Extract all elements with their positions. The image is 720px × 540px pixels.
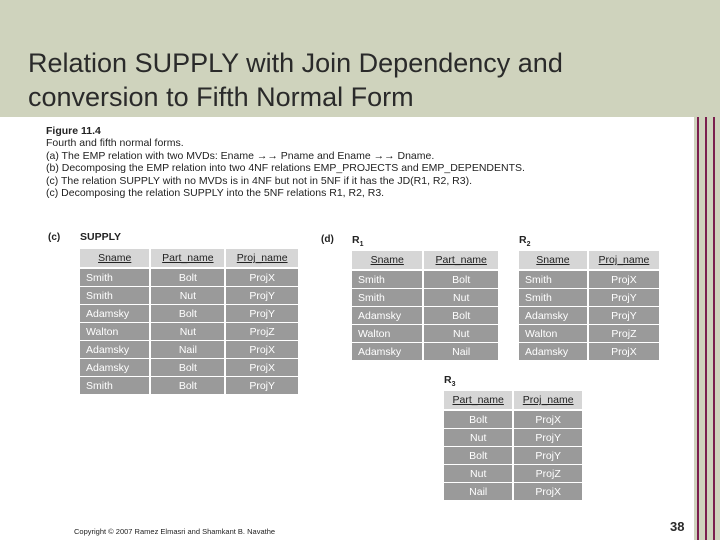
table-cell: ProjX (588, 343, 659, 361)
table-cell: ProjX (225, 268, 298, 287)
table-header-row (444, 391, 582, 410)
table-cell: Nut (423, 325, 498, 343)
accent-stripe (697, 117, 699, 540)
table-cell: ProjX (513, 483, 582, 501)
table-row (519, 343, 659, 361)
figure-item: (a) The EMP relation with two MVDs: Ename →→ Pname and Ename →→ Dname. (46, 149, 435, 162)
table-cell: ProjZ (225, 323, 298, 341)
table-cell: Adamsky (352, 307, 423, 325)
table-cell: Bolt (150, 305, 225, 323)
table-header-row (519, 251, 659, 270)
table-row (80, 323, 298, 341)
supply-table (80, 249, 298, 394)
table-cell: Smith (352, 270, 423, 289)
table-cell: ProjX (225, 341, 298, 359)
table-row (352, 307, 498, 325)
table-row (444, 483, 582, 501)
column-header: Part_name (150, 249, 225, 268)
table-cell: Nut (444, 465, 513, 483)
table-row (80, 287, 298, 305)
column-header: Part_name (444, 391, 513, 410)
table-header-row (80, 249, 298, 268)
r3-table (444, 391, 582, 500)
table-cell: Smith (519, 289, 588, 307)
figure-header (46, 125, 525, 199)
table-cell: ProjY (588, 289, 659, 307)
table-cell: Bolt (423, 270, 498, 289)
r2-table (519, 251, 659, 360)
table-row (352, 270, 498, 289)
table-cell: ProjY (513, 447, 582, 465)
copyright-footer: Copyright © 2007 Ramez Elmasri and Shamkant B. Navathe (74, 527, 276, 536)
table-cell: Adamsky (80, 341, 150, 359)
table-cell: Adamsky (519, 307, 588, 325)
table-cell: ProjY (225, 377, 298, 395)
table-cell: Nut (444, 429, 513, 447)
column-header: Part_name (423, 251, 498, 270)
table-cell: Bolt (150, 268, 225, 287)
table-cell: Walton (80, 323, 150, 341)
r1-table (352, 251, 498, 360)
table-cell: Nail (150, 341, 225, 359)
table-row (80, 305, 298, 323)
part-c-label: (c) (48, 232, 61, 243)
table-row (444, 410, 582, 429)
table-cell: ProjY (225, 305, 298, 323)
column-header: Sname (352, 251, 423, 270)
table-cell: ProjX (588, 270, 659, 289)
table-cell: Bolt (444, 447, 513, 465)
table-cell: ProjY (225, 287, 298, 305)
figure-number: Figure 11.4 (46, 125, 101, 137)
table-cell: Nut (150, 323, 225, 341)
table-row (444, 429, 582, 447)
table-cell: ProjZ (588, 325, 659, 343)
table-cell: Smith (80, 287, 150, 305)
table-row (519, 307, 659, 325)
accent-stripe (705, 117, 707, 540)
table-row (519, 270, 659, 289)
table-cell: Smith (80, 268, 150, 287)
page-number: 38 (670, 519, 685, 534)
table-cell: Smith (519, 270, 588, 289)
table-row (519, 289, 659, 307)
table-cell: ProjY (588, 307, 659, 325)
table-cell: Bolt (423, 307, 498, 325)
table-row (352, 325, 498, 343)
supply-title: SUPPLY (80, 231, 122, 243)
part-d-label: (d) (321, 234, 334, 245)
column-header: Sname (519, 251, 588, 270)
table-cell: Adamsky (352, 343, 423, 361)
table-cell: Nail (423, 343, 498, 361)
table-row (519, 325, 659, 343)
table-row (80, 377, 298, 395)
table-row (444, 465, 582, 483)
table-row (444, 447, 582, 465)
table-cell: Adamsky (80, 305, 150, 323)
figure-item: (c) The relation SUPPLY with no MVDs is in 4NF but not in 5NF if it has the JD(R1, R2, R3). (46, 174, 472, 187)
column-header: Proj_name (513, 391, 582, 410)
table-header-row (352, 251, 498, 270)
table-row (352, 289, 498, 307)
r2-title: $R_2$ (519, 234, 531, 249)
column-header: Proj_name (225, 249, 298, 268)
figure-image (30, 117, 692, 512)
table-row (80, 341, 298, 359)
table-cell: Smith (80, 377, 150, 395)
accent-stripe (713, 117, 715, 540)
table-row (352, 343, 498, 361)
table-cell: Nut (423, 289, 498, 307)
table-cell: ProjY (513, 429, 582, 447)
table-cell: Bolt (150, 377, 225, 395)
table-row (80, 359, 298, 377)
r3-title: $R_3$ (444, 374, 456, 389)
figure-item: (c) Decomposing the relation SUPPLY into the 5NF relations R1, R2, R3. (46, 187, 385, 200)
table-cell: Nut (150, 287, 225, 305)
table-cell: Bolt (150, 359, 225, 377)
column-header: Sname (80, 249, 150, 268)
figure-caption: Fourth and fifth normal forms. (46, 137, 184, 150)
right-decorative-band (694, 117, 720, 540)
table-cell: Adamsky (519, 343, 588, 361)
slide-title: Relation SUPPLY with Join Dependency and conversion to Fifth Normal Form (28, 48, 563, 112)
table-row (80, 268, 298, 287)
table-cell: ProjZ (513, 465, 582, 483)
figure-item: (b) Decomposing the EMP relation into two 4NF relations EMP_PROJECTS and EMP_DEPENDENTS. (46, 162, 525, 175)
table-cell: Walton (352, 325, 423, 343)
column-header: Proj_name (588, 251, 659, 270)
table-cell: ProjX (225, 359, 298, 377)
r1-title: $R_1$ (352, 234, 364, 249)
table-cell: Walton (519, 325, 588, 343)
table-cell: Nail (444, 483, 513, 501)
table-cell: ProjX (513, 410, 582, 429)
table-cell: Smith (352, 289, 423, 307)
table-cell: Adamsky (80, 359, 150, 377)
table-cell: Bolt (444, 410, 513, 429)
